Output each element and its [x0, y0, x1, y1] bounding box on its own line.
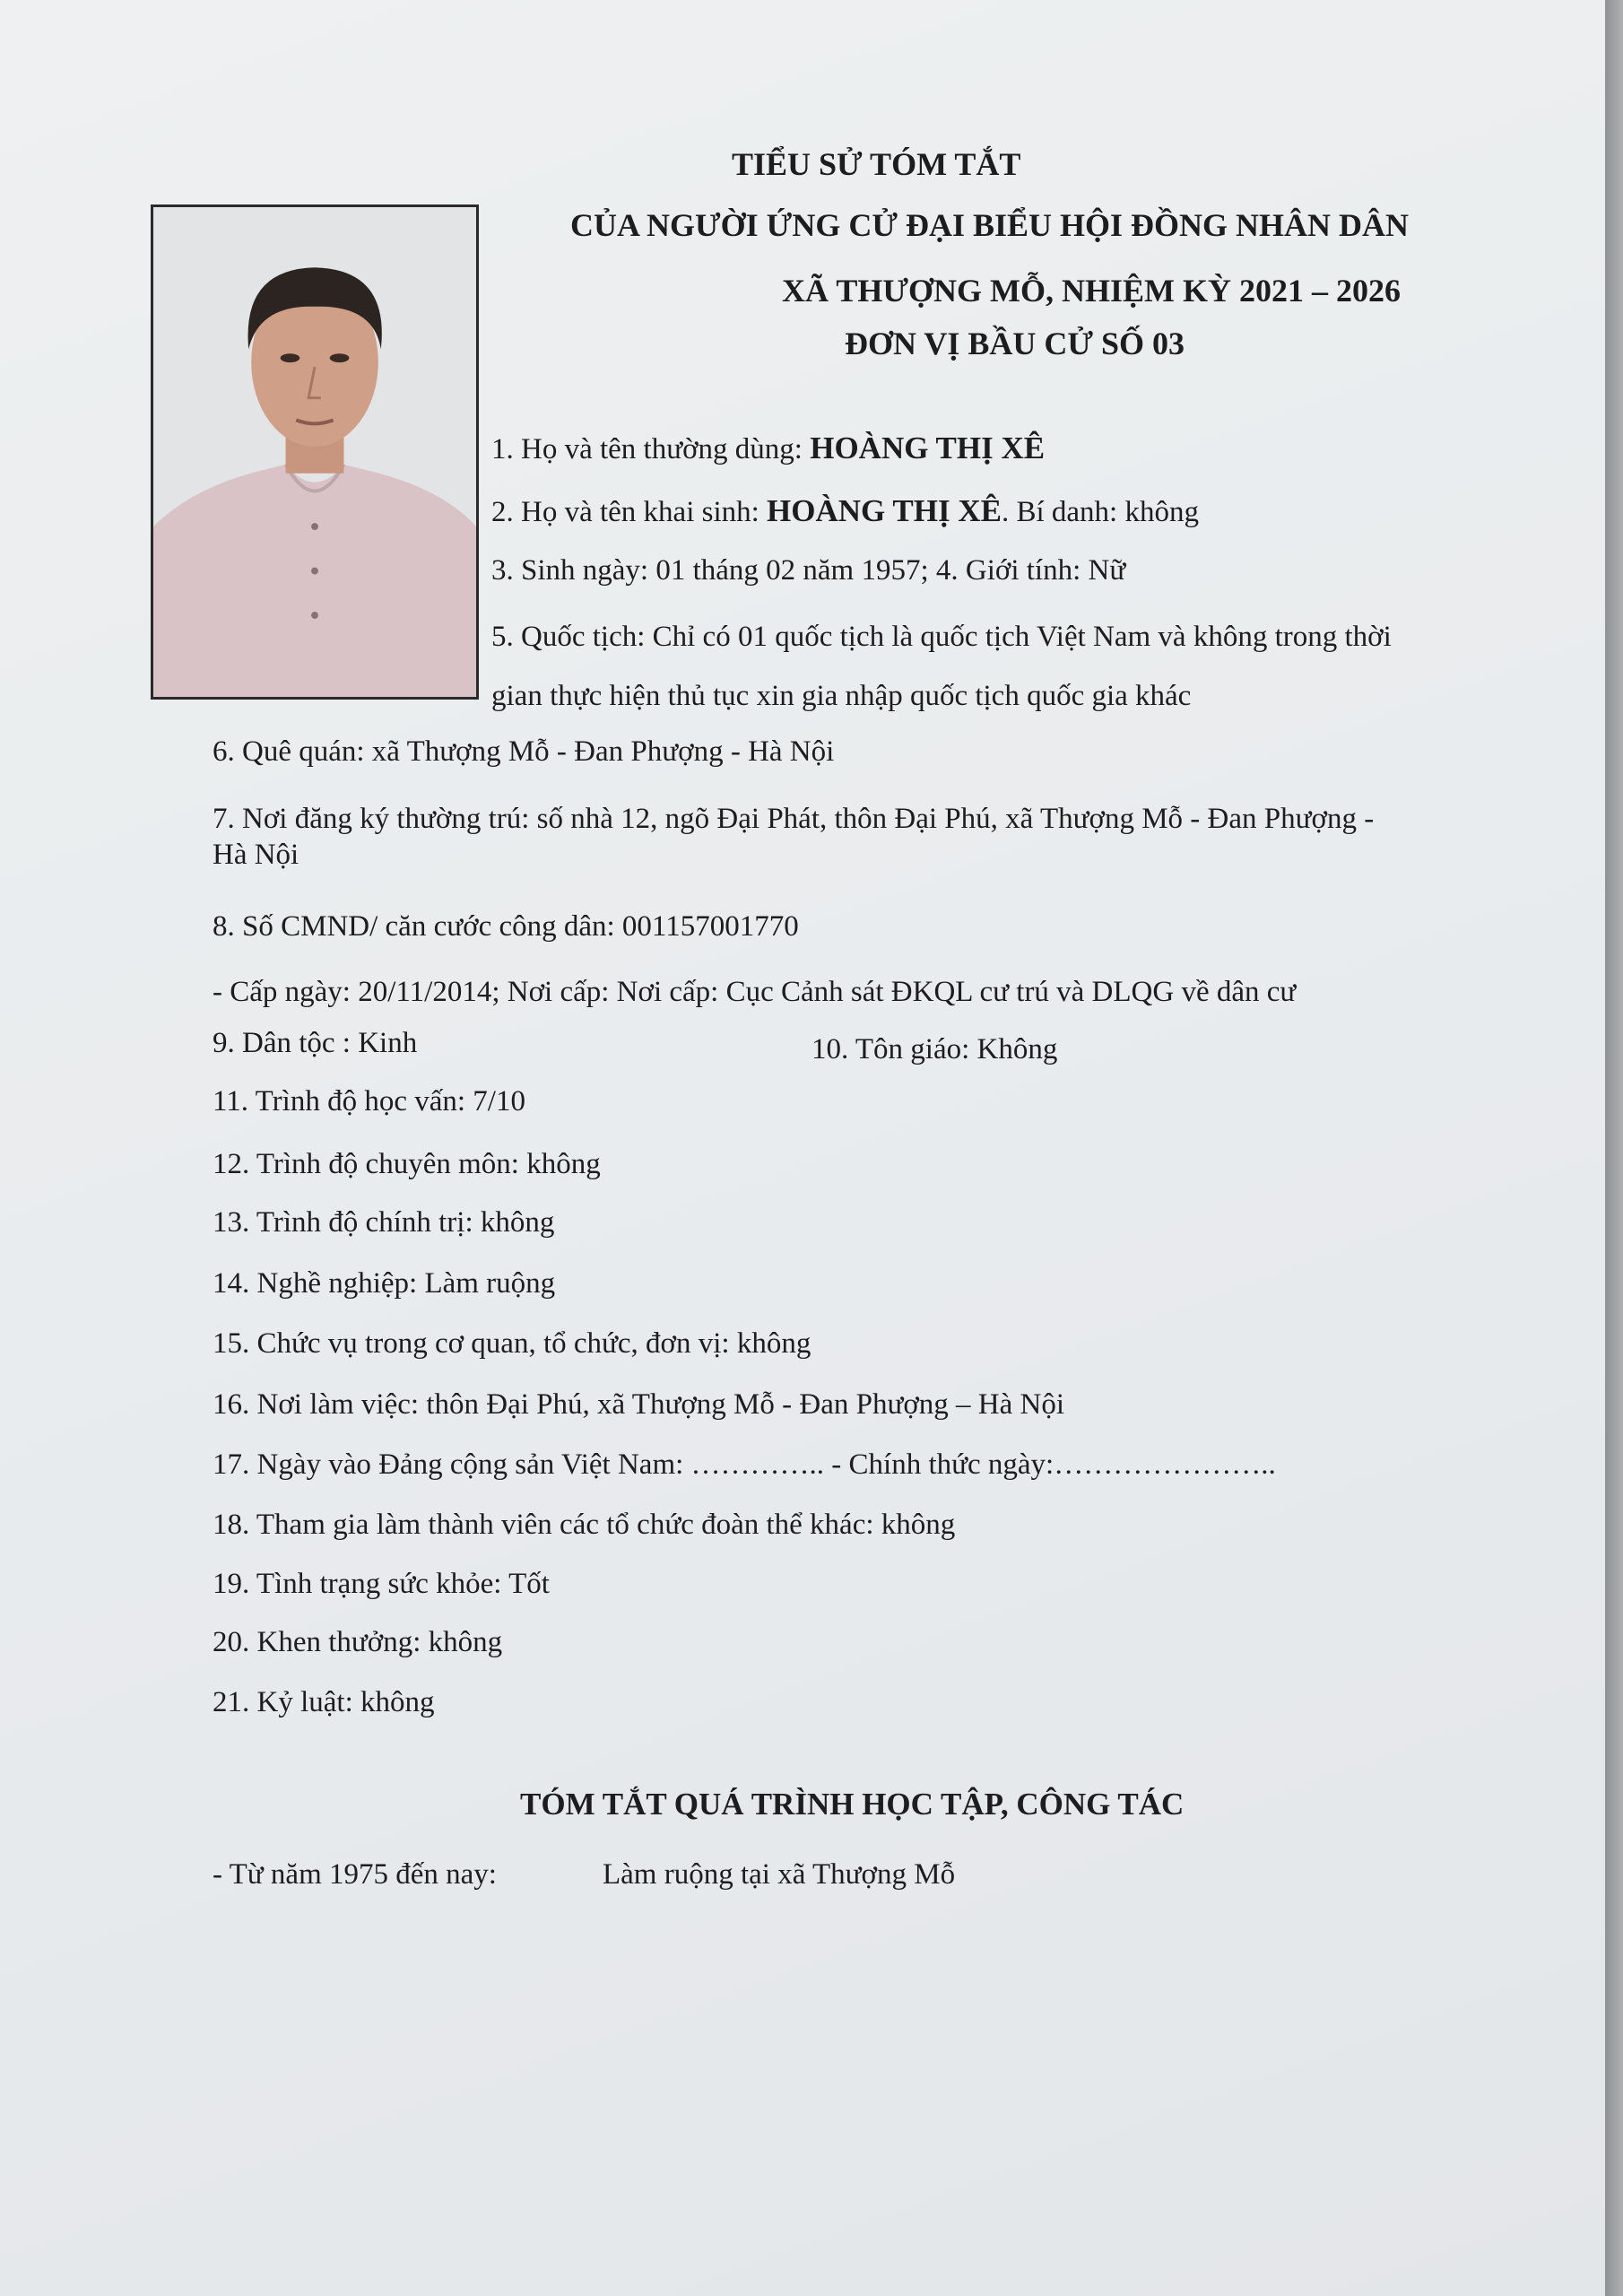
- field-hometown: 6. Quê quán: xã Thượng Mỗ - Đan Phượng - Hà Nội: [213, 735, 835, 768]
- commune-term: XÃ THƯỢNG MỖ, NHIỆM KỲ 2021 – 2026: [782, 273, 1401, 309]
- field-discipline: 21. Kỷ luật: không: [213, 1686, 435, 1718]
- field-birth-name: [491, 493, 1199, 529]
- field-ethnicity: 9. Dân tộc : Kinh: [213, 1027, 418, 1059]
- history-period: - Từ năm 1975 đến nay:: [213, 1858, 497, 1891]
- field-position: 15. Chức vụ trong cơ quan, tổ chức, đơn vị: không: [213, 1327, 812, 1360]
- field-education: 11. Trình độ học vấn: 7/10: [213, 1085, 525, 1118]
- candidate-portrait-photo: [151, 204, 479, 700]
- field-common-name: [491, 430, 1045, 466]
- field-health: 19. Tình trạng sức khỏe: Tốt: [213, 1568, 550, 1600]
- field-professional-level: 12. Trình độ chuyên môn: không: [213, 1148, 601, 1180]
- field-nationality-line2: gian thực hiện thủ tục xin gia nhập quốc tịch quốc gia khác: [491, 680, 1192, 712]
- field-common-name-value: HOÀNG THỊ XÊ: [810, 430, 1046, 465]
- field-id-issue: - Cấp ngày: 20/11/2014; Nơi cấp: Nơi cấp: Cục Cảnh sát ĐKQL cư trú và DLQG về dân cư: [213, 976, 1297, 1008]
- field-political-level: 13. Trình độ chính trị: không: [213, 1206, 555, 1239]
- field-id-number: 8. Số CMND/ căn cước công dân: 001157001770: [213, 910, 799, 943]
- field-nationality-line1: 5. Quốc tịch: Chỉ có 01 quốc tịch là quốc tịch Việt Nam và không trong thời: [491, 621, 1392, 653]
- background-edge: [1605, 0, 1623, 2296]
- field-birth-name-value: HOÀNG THỊ XÊ: [767, 493, 1002, 528]
- field-workplace: 16. Nơi làm việc: thôn Đại Phú, xã Thượng Mỗ - Đan Phượng – Hà Nội: [213, 1388, 1065, 1421]
- field-organizations: 18. Tham gia làm thành viên các tổ chức đoàn thể khác: không: [213, 1509, 956, 1541]
- document-subtitle: CỦA NGƯỜI ỨNG CỬ ĐẠI BIỂU HỘI ĐỒNG NHÂN DÂN: [570, 207, 1410, 243]
- history-section-title: TÓM TẮT QUÁ TRÌNH HỌC TẬP, CÔNG TÁC: [520, 1787, 1185, 1822]
- field-residence-line2: Hà Nội: [213, 839, 299, 871]
- field-birth-name-label: 2. Họ và tên khai sinh:: [491, 496, 768, 528]
- field-occupation: 14. Nghề nghiệp: Làm ruộng: [213, 1267, 556, 1300]
- electoral-unit: ĐƠN VỊ BẦU CỬ SỐ 03: [845, 326, 1185, 361]
- field-residence-line1: 7. Nơi đăng ký thường trú: số nhà 12, ngõ Đại Phát, thôn Đại Phú, xã Thượng Mỗ - Đan Phượng -: [213, 803, 1375, 835]
- field-religion: 10. Tôn giáo: Không: [812, 1033, 1058, 1065]
- history-activity: Làm ruộng tại xã Thượng Mỗ: [603, 1858, 956, 1891]
- field-party-join-date: 17. Ngày vào Đảng cộng sản Việt Nam: ………….. - Chính thức ngày:…………………..: [213, 1448, 1276, 1481]
- field-awards: 20. Khen thưởng: không: [213, 1626, 503, 1658]
- document-title: TIỂU SỬ TÓM TẮT: [732, 146, 1021, 182]
- field-alias: . Bí danh: không: [1001, 496, 1199, 528]
- field-birthdate-gender: 3. Sinh ngày: 01 tháng 02 năm 1957; 4. Giới tính: Nữ: [491, 554, 1126, 587]
- field-common-name-label: 1. Họ và tên thường dùng:: [491, 433, 811, 465]
